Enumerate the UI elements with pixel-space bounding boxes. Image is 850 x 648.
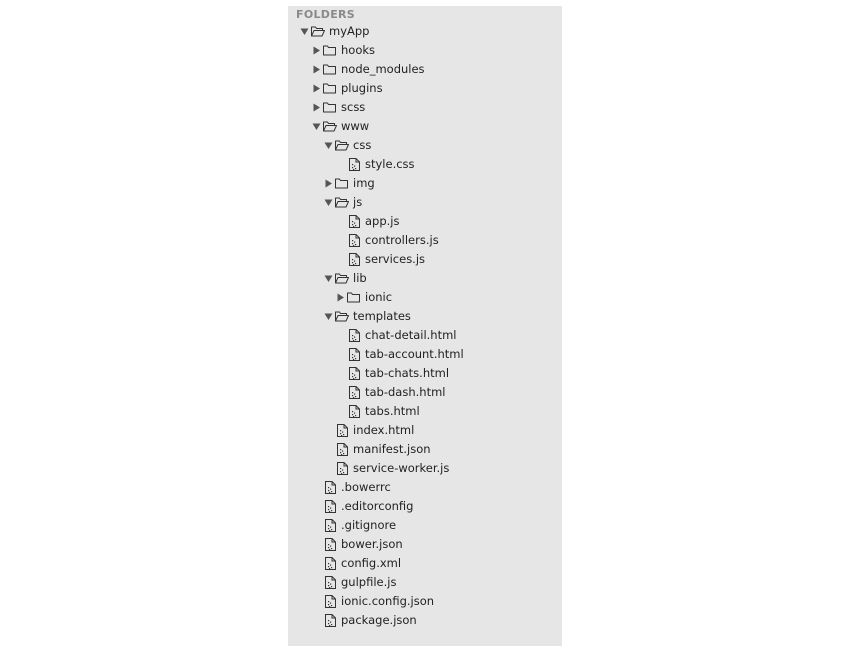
tree-file-item[interactable] (288, 611, 562, 630)
tree-folder-item[interactable] (288, 79, 562, 98)
tree-folder-item[interactable] (288, 288, 562, 307)
tree-file-item[interactable] (288, 554, 562, 573)
arrow-spacer (334, 212, 346, 231)
tree-item-label: plugins (341, 81, 383, 95)
tree-item-label: tab-chats.html (365, 366, 450, 380)
tree-item-label: tab-dash.html (365, 385, 446, 399)
file-icon (347, 212, 361, 231)
file-icon (323, 611, 337, 630)
tree-folder-item[interactable] (288, 174, 562, 193)
tree-item-label: www (341, 119, 370, 133)
triangle-right-icon[interactable] (310, 79, 322, 98)
folder-open-icon (335, 307, 349, 326)
tree-folder-item[interactable] (288, 98, 562, 117)
tree-item-label: css (353, 138, 372, 152)
triangle-right-icon[interactable] (310, 98, 322, 117)
arrow-spacer (310, 516, 322, 535)
file-icon (347, 364, 361, 383)
folder-icon (335, 174, 349, 193)
tree-item-label: .bowerrc (341, 480, 391, 494)
triangle-right-icon[interactable] (322, 174, 334, 193)
tree-file-item[interactable] (288, 383, 562, 402)
arrow-spacer (334, 383, 346, 402)
tree-item-label: lib (353, 271, 367, 285)
tree-folder-item[interactable] (288, 22, 562, 41)
tree-folder-item[interactable] (288, 41, 562, 60)
tree-file-item[interactable] (288, 459, 562, 478)
tree-item-label: bower.json (341, 537, 403, 551)
file-icon (347, 326, 361, 345)
tree-file-item[interactable] (288, 440, 562, 459)
tree-item-label: package.json (341, 613, 417, 627)
folder-icon (347, 288, 361, 307)
folder-icon (323, 41, 337, 60)
tree-folder-item[interactable] (288, 117, 562, 136)
file-icon (323, 554, 337, 573)
arrow-spacer (310, 573, 322, 592)
arrow-spacer (334, 155, 346, 174)
folders-sidebar (288, 6, 562, 646)
arrow-spacer (334, 231, 346, 250)
tree-item-label: style.css (365, 157, 415, 171)
arrow-spacer (310, 497, 322, 516)
tree-item-label: ionic.config.json (341, 594, 435, 608)
tree-file-item[interactable] (288, 573, 562, 592)
tree-item-label: index.html (353, 423, 415, 437)
file-icon (335, 440, 349, 459)
file-icon (323, 478, 337, 497)
tree-item-label: services.js (365, 252, 426, 266)
triangle-right-icon[interactable] (310, 60, 322, 79)
tree-item-label: .gitignore (341, 518, 397, 532)
file-icon (323, 573, 337, 592)
tree-folder-item[interactable] (288, 60, 562, 79)
tree-file-item[interactable] (288, 497, 562, 516)
tree-file-item[interactable] (288, 402, 562, 421)
tree-file-item[interactable] (288, 345, 562, 364)
folder-open-icon (335, 136, 349, 155)
tree-file-item[interactable] (288, 250, 562, 269)
file-icon (323, 535, 337, 554)
tree-item-label: img (353, 176, 375, 190)
file-icon (323, 516, 337, 535)
folder-icon (323, 79, 337, 98)
tree-item-label: myApp (329, 24, 370, 38)
tree-item-label: service-worker.js (353, 461, 450, 475)
tree-item-label: .editorconfig (341, 499, 414, 513)
file-icon (347, 402, 361, 421)
arrow-spacer (322, 459, 334, 478)
tree-file-item[interactable] (288, 535, 562, 554)
tree-file-item[interactable] (288, 364, 562, 383)
arrow-spacer (334, 326, 346, 345)
tree-item-label: controllers.js (365, 233, 439, 247)
file-icon (323, 497, 337, 516)
triangle-down-icon[interactable] (310, 117, 322, 136)
tree-item-label: ionic (365, 290, 393, 304)
tree-item-label: scss (341, 100, 366, 114)
tree-item-label: tab-account.html (365, 347, 464, 361)
tree-file-item[interactable] (288, 421, 562, 440)
tree-item-label: node_modules (341, 62, 425, 76)
tree-item-label: js (353, 195, 363, 209)
arrow-spacer (334, 364, 346, 383)
tree-item-label: config.xml (341, 556, 402, 570)
file-icon (347, 383, 361, 402)
triangle-right-icon[interactable] (334, 288, 346, 307)
triangle-down-icon[interactable] (298, 22, 310, 41)
tree-file-item[interactable] (288, 516, 562, 535)
folder-icon (323, 98, 337, 117)
file-icon (347, 250, 361, 269)
file-icon (347, 155, 361, 174)
tree-file-item[interactable] (288, 326, 562, 345)
arrow-spacer (310, 554, 322, 573)
tree-folder-item[interactable] (288, 136, 562, 155)
folder-open-icon (311, 22, 325, 41)
file-icon (335, 421, 349, 440)
triangle-down-icon[interactable] (322, 307, 334, 326)
arrow-spacer (310, 535, 322, 554)
arrow-spacer (322, 440, 334, 459)
tree-file-item[interactable] (288, 592, 562, 611)
triangle-down-icon[interactable] (322, 269, 334, 288)
tree-item-label: manifest.json (353, 442, 431, 456)
file-icon (335, 459, 349, 478)
triangle-down-icon[interactable] (322, 193, 334, 212)
file-icon (347, 231, 361, 250)
arrow-spacer (334, 345, 346, 364)
tree-item-label: hooks (341, 43, 376, 57)
tree-item-label: chat-detail.html (365, 328, 457, 342)
arrow-spacer (322, 421, 334, 440)
folder-icon (323, 60, 337, 79)
file-icon (347, 345, 361, 364)
arrow-spacer (334, 250, 346, 269)
tree-item-label: tabs.html (365, 404, 420, 418)
tree-item-label: templates (353, 309, 411, 323)
tree-file-item[interactable] (288, 478, 562, 497)
triangle-down-icon[interactable] (322, 136, 334, 155)
file-icon (323, 592, 337, 611)
triangle-right-icon[interactable] (310, 41, 322, 60)
arrow-spacer (334, 402, 346, 421)
folder-open-icon (335, 193, 349, 212)
folders-header: FOLDERS (296, 8, 356, 21)
tree-file-item[interactable] (288, 231, 562, 250)
tree-folder-item[interactable] (288, 193, 562, 212)
tree-folder-item[interactable] (288, 307, 562, 326)
tree-file-item[interactable] (288, 155, 562, 174)
folder-open-icon (335, 269, 349, 288)
arrow-spacer (310, 611, 322, 630)
tree-item-label: gulpfile.js (341, 575, 397, 589)
tree-item-label: app.js (365, 214, 400, 228)
folder-open-icon (323, 117, 337, 136)
tree-file-item[interactable] (288, 212, 562, 231)
arrow-spacer (310, 478, 322, 497)
arrow-spacer (310, 592, 322, 611)
tree-folder-item[interactable] (288, 269, 562, 288)
